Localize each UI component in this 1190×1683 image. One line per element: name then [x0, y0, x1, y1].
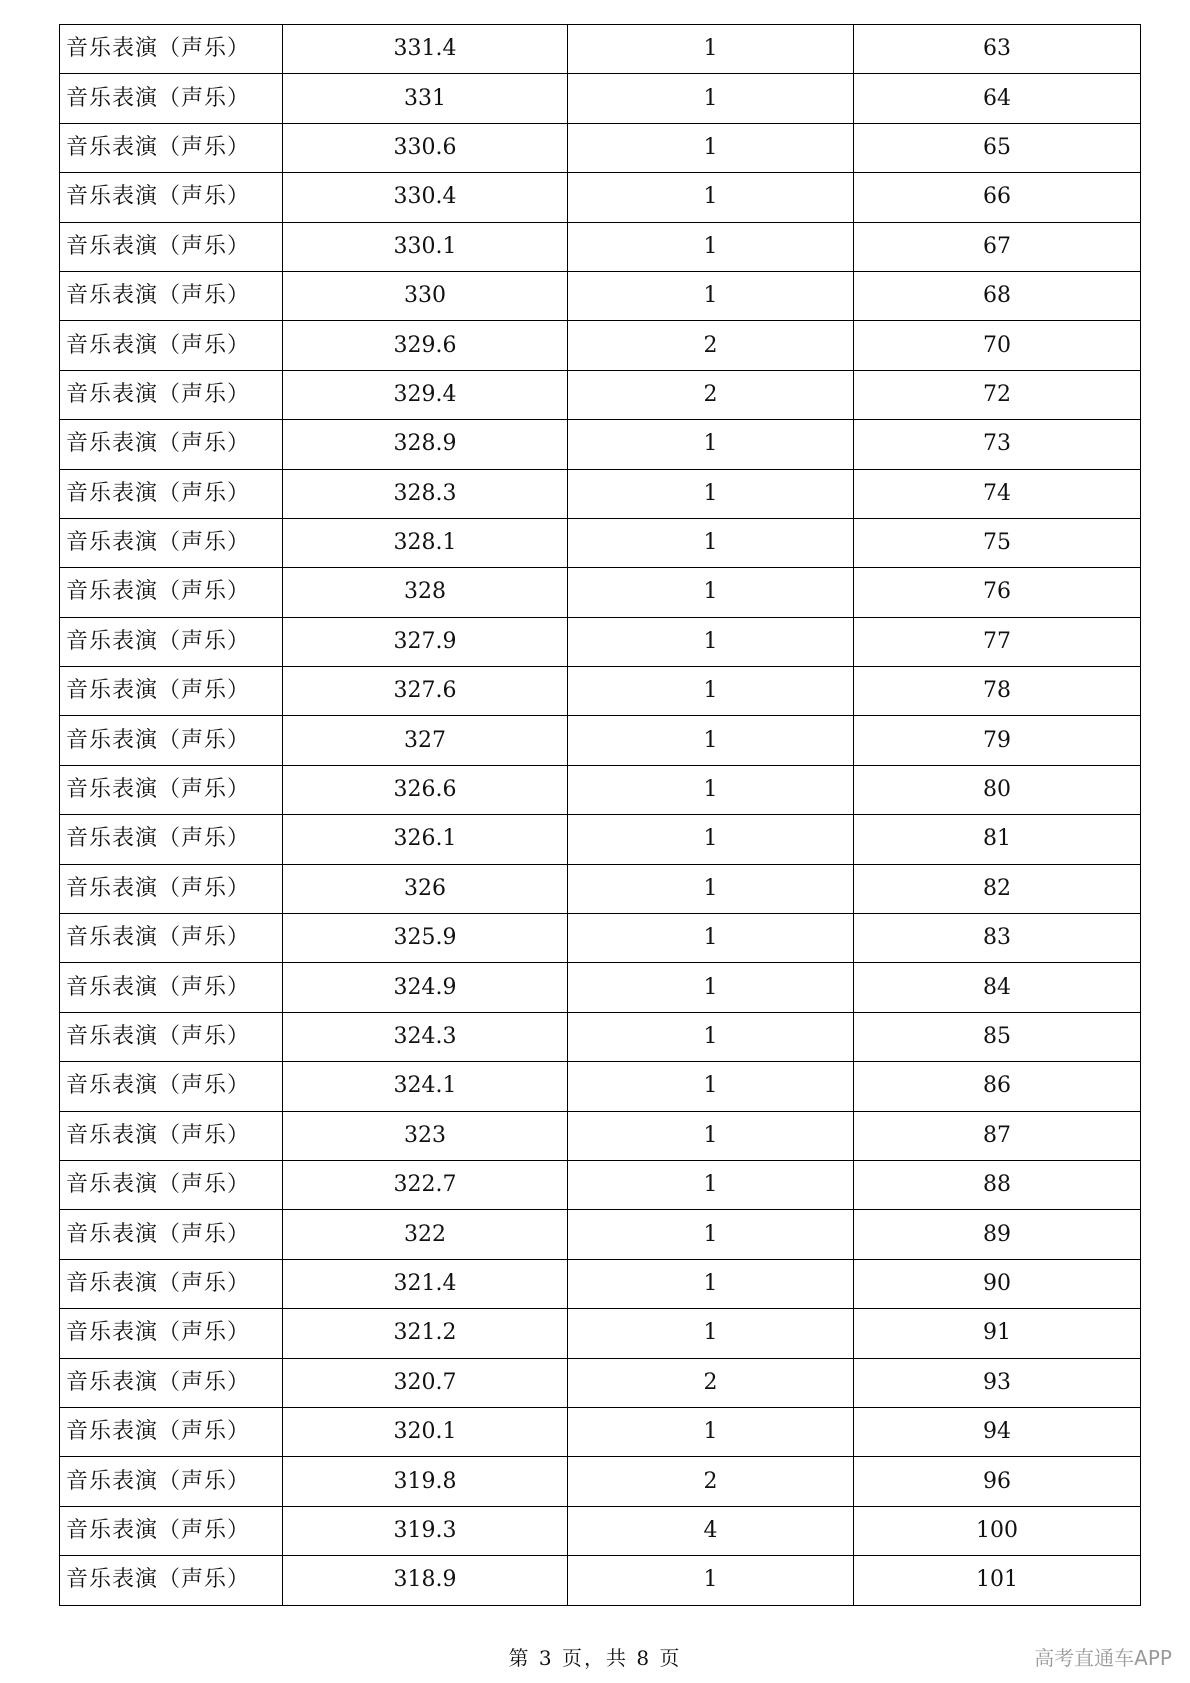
major-cell: 音乐表演（声乐）	[60, 420, 283, 469]
table-row	[60, 914, 1141, 963]
score-cell: 331.4	[283, 25, 568, 74]
table-row	[60, 1062, 1141, 1111]
score-cell: 328.3	[283, 469, 568, 518]
count-cell: 1	[568, 1111, 854, 1160]
score-cell: 328.9	[283, 420, 568, 469]
table-row	[60, 617, 1141, 666]
major-cell: 音乐表演（声乐）	[60, 222, 283, 271]
cumulative-cell: 65	[854, 123, 1141, 172]
score-cell: 321.4	[283, 1259, 568, 1308]
table-row	[60, 222, 1141, 271]
cumulative-cell: 100	[854, 1506, 1141, 1555]
score-cell: 325.9	[283, 914, 568, 963]
count-cell: 1	[568, 518, 854, 567]
score-cell: 326.6	[283, 765, 568, 814]
count-cell: 1	[568, 74, 854, 123]
cumulative-cell: 82	[854, 864, 1141, 913]
table-row	[60, 1556, 1141, 1605]
major-cell: 音乐表演（声乐）	[60, 1160, 283, 1209]
count-cell: 1	[568, 1259, 854, 1308]
major-cell: 音乐表演（声乐）	[60, 716, 283, 765]
table-row	[60, 420, 1141, 469]
count-cell: 1	[568, 914, 854, 963]
count-cell: 1	[568, 963, 854, 1012]
table-row	[60, 1259, 1141, 1308]
table-row	[60, 1309, 1141, 1358]
major-cell: 音乐表演（声乐）	[60, 370, 283, 419]
count-cell: 1	[568, 25, 854, 74]
count-cell: 4	[568, 1506, 854, 1555]
major-cell: 音乐表演（声乐）	[60, 1111, 283, 1160]
table-row	[60, 1506, 1141, 1555]
cumulative-cell: 66	[854, 173, 1141, 222]
major-cell: 音乐表演（声乐）	[60, 25, 283, 74]
score-cell: 330.4	[283, 173, 568, 222]
major-cell: 音乐表演（声乐）	[60, 123, 283, 172]
cumulative-cell: 77	[854, 617, 1141, 666]
cumulative-cell: 75	[854, 518, 1141, 567]
table-row	[60, 370, 1141, 419]
cumulative-cell: 85	[854, 1012, 1141, 1061]
cumulative-cell: 96	[854, 1457, 1141, 1506]
score-cell: 322	[283, 1210, 568, 1259]
table-row	[60, 321, 1141, 370]
score-cell: 327.6	[283, 667, 568, 716]
table-row	[60, 1457, 1141, 1506]
major-cell: 音乐表演（声乐）	[60, 864, 283, 913]
table-row	[60, 815, 1141, 864]
score-cell: 329.4	[283, 370, 568, 419]
count-cell: 2	[568, 1457, 854, 1506]
table-row	[60, 765, 1141, 814]
table-row	[60, 1012, 1141, 1061]
score-cell: 324.1	[283, 1062, 568, 1111]
count-cell: 1	[568, 765, 854, 814]
score-cell: 318.9	[283, 1556, 568, 1605]
count-cell: 1	[568, 1062, 854, 1111]
major-cell: 音乐表演（声乐）	[60, 568, 283, 617]
cumulative-cell: 80	[854, 765, 1141, 814]
count-cell: 1	[568, 864, 854, 913]
cumulative-cell: 86	[854, 1062, 1141, 1111]
table-row	[60, 74, 1141, 123]
major-cell: 音乐表演（声乐）	[60, 1012, 283, 1061]
table-row	[60, 1358, 1141, 1407]
cumulative-cell: 94	[854, 1407, 1141, 1456]
score-cell: 326	[283, 864, 568, 913]
table-body	[60, 25, 1141, 1606]
table-row	[60, 864, 1141, 913]
score-table	[59, 24, 1141, 1606]
major-cell: 音乐表演（声乐）	[60, 1457, 283, 1506]
table-row	[60, 1210, 1141, 1259]
count-cell: 2	[568, 1358, 854, 1407]
score-cell: 320.1	[283, 1407, 568, 1456]
count-cell: 1	[568, 420, 854, 469]
score-cell: 328	[283, 568, 568, 617]
table-row	[60, 1407, 1141, 1456]
count-cell: 1	[568, 1160, 854, 1209]
cumulative-cell: 91	[854, 1309, 1141, 1358]
page-number: 第 3 页，共 8 页	[508, 1646, 682, 1670]
cumulative-cell: 78	[854, 667, 1141, 716]
table-row	[60, 271, 1141, 320]
score-cell: 331	[283, 74, 568, 123]
table-row	[60, 1160, 1141, 1209]
table-row	[60, 568, 1141, 617]
major-cell: 音乐表演（声乐）	[60, 74, 283, 123]
count-cell: 1	[568, 1556, 854, 1605]
cumulative-cell: 73	[854, 420, 1141, 469]
score-cell: 326.1	[283, 815, 568, 864]
major-cell: 音乐表演（声乐）	[60, 667, 283, 716]
count-cell: 2	[568, 321, 854, 370]
cumulative-cell: 81	[854, 815, 1141, 864]
cumulative-cell: 101	[854, 1556, 1141, 1605]
table-row	[60, 469, 1141, 518]
score-cell: 327	[283, 716, 568, 765]
cumulative-cell: 79	[854, 716, 1141, 765]
major-cell: 音乐表演（声乐）	[60, 1506, 283, 1555]
score-cell: 327.9	[283, 617, 568, 666]
count-cell: 1	[568, 667, 854, 716]
cumulative-cell: 72	[854, 370, 1141, 419]
cumulative-cell: 64	[854, 74, 1141, 123]
count-cell: 1	[568, 1309, 854, 1358]
major-cell: 音乐表演（声乐）	[60, 173, 283, 222]
score-cell: 319.3	[283, 1506, 568, 1555]
count-cell: 1	[568, 271, 854, 320]
score-cell: 320.7	[283, 1358, 568, 1407]
cumulative-cell: 70	[854, 321, 1141, 370]
major-cell: 音乐表演（声乐）	[60, 469, 283, 518]
major-cell: 音乐表演（声乐）	[60, 1556, 283, 1605]
major-cell: 音乐表演（声乐）	[60, 914, 283, 963]
cumulative-cell: 63	[854, 25, 1141, 74]
count-cell: 1	[568, 617, 854, 666]
table-row	[60, 518, 1141, 567]
major-cell: 音乐表演（声乐）	[60, 1407, 283, 1456]
major-cell: 音乐表演（声乐）	[60, 321, 283, 370]
watermark: 高考直通车APP	[1034, 1646, 1172, 1670]
major-cell: 音乐表演（声乐）	[60, 518, 283, 567]
count-cell: 1	[568, 222, 854, 271]
cumulative-cell: 74	[854, 469, 1141, 518]
major-cell: 音乐表演（声乐）	[60, 1210, 283, 1259]
score-cell: 329.6	[283, 321, 568, 370]
score-cell: 328.1	[283, 518, 568, 567]
cumulative-cell: 67	[854, 222, 1141, 271]
cumulative-cell: 83	[854, 914, 1141, 963]
major-cell: 音乐表演（声乐）	[60, 815, 283, 864]
score-cell: 323	[283, 1111, 568, 1160]
score-cell: 322.7	[283, 1160, 568, 1209]
score-cell: 330.1	[283, 222, 568, 271]
cumulative-cell: 93	[854, 1358, 1141, 1407]
major-cell: 音乐表演（声乐）	[60, 1259, 283, 1308]
table-row	[60, 667, 1141, 716]
count-cell: 1	[568, 716, 854, 765]
count-cell: 1	[568, 173, 854, 222]
major-cell: 音乐表演（声乐）	[60, 963, 283, 1012]
table-row	[60, 716, 1141, 765]
count-cell: 1	[568, 123, 854, 172]
cumulative-cell: 68	[854, 271, 1141, 320]
count-cell: 1	[568, 1012, 854, 1061]
cumulative-cell: 90	[854, 1259, 1141, 1308]
score-cell: 324.9	[283, 963, 568, 1012]
table-row	[60, 1111, 1141, 1160]
cumulative-cell: 84	[854, 963, 1141, 1012]
count-cell: 1	[568, 1210, 854, 1259]
table-row	[60, 123, 1141, 172]
cumulative-cell: 88	[854, 1160, 1141, 1209]
count-cell: 2	[568, 370, 854, 419]
table-row	[60, 963, 1141, 1012]
score-cell: 321.2	[283, 1309, 568, 1358]
table-row	[60, 173, 1141, 222]
major-cell: 音乐表演（声乐）	[60, 1358, 283, 1407]
count-cell: 1	[568, 815, 854, 864]
cumulative-cell: 76	[854, 568, 1141, 617]
major-cell: 音乐表演（声乐）	[60, 617, 283, 666]
count-cell: 1	[568, 1407, 854, 1456]
cumulative-cell: 87	[854, 1111, 1141, 1160]
major-cell: 音乐表演（声乐）	[60, 1062, 283, 1111]
table-row	[60, 25, 1141, 74]
count-cell: 1	[568, 469, 854, 518]
major-cell: 音乐表演（声乐）	[60, 765, 283, 814]
score-cell: 324.3	[283, 1012, 568, 1061]
major-cell: 音乐表演（声乐）	[60, 1309, 283, 1358]
cumulative-cell: 89	[854, 1210, 1141, 1259]
score-cell: 330	[283, 271, 568, 320]
major-cell: 音乐表演（声乐）	[60, 271, 283, 320]
score-cell: 330.6	[283, 123, 568, 172]
score-cell: 319.8	[283, 1457, 568, 1506]
count-cell: 1	[568, 568, 854, 617]
